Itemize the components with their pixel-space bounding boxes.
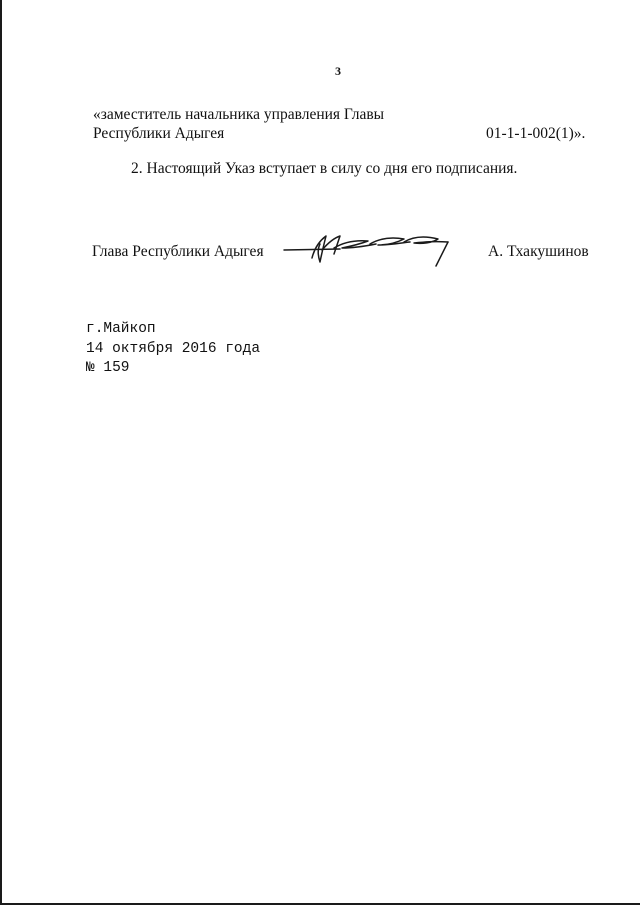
scan-edge-left (0, 0, 2, 905)
signatory-name: А. Тхакушинов (488, 243, 589, 260)
page-number: 3 (335, 64, 341, 78)
decree-item-2: 2. Настоящий Указ вступает в силу со дня его подписания. (131, 160, 518, 177)
signatory-position: Глава Республики Адыгея (92, 243, 264, 260)
paragraph-line-1: «заместитель начальника управления Главы (93, 106, 385, 123)
issue-city: г.Майкоп (86, 321, 156, 337)
position-code: 01-1-1-002(1)». (486, 125, 586, 142)
decree-number: № 159 (86, 360, 130, 376)
issue-date: 14 октября 2016 года (86, 341, 261, 357)
paragraph-line-2: Республики Адыгея (93, 125, 225, 142)
handwritten-signature (282, 228, 460, 270)
